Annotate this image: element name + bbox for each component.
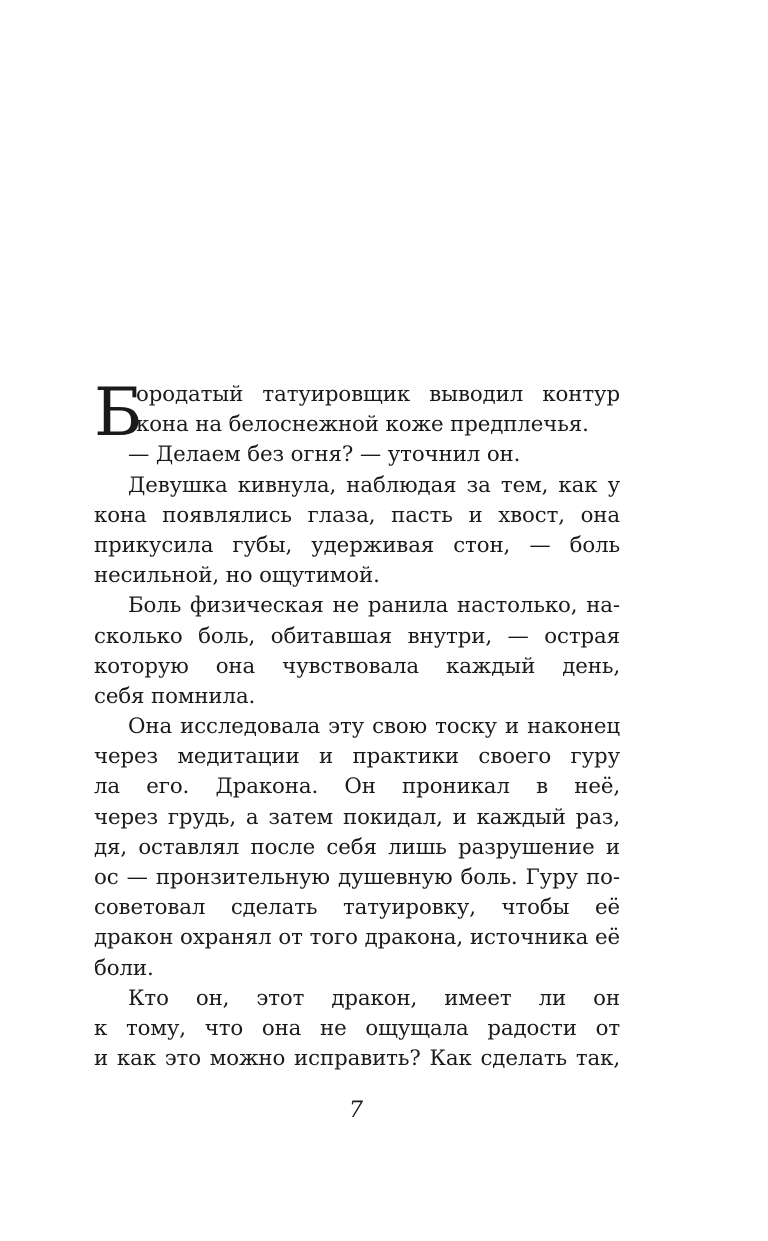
- text-line: дракон охранял от того дракона, источника её: [94, 925, 620, 951]
- text-line: и как это можно исправить? Как сделать так,: [94, 1046, 620, 1072]
- text-line: Боль физическая не ранила настолько, на-: [128, 593, 620, 619]
- text-line: несильной, но ощутимой.: [94, 563, 380, 589]
- text-line: дя, оставлял после себя лишь разрушение и: [94, 834, 620, 860]
- text-line: которую она чувствовала каждый день,: [94, 653, 620, 679]
- text-line: себя помнила.: [94, 683, 256, 709]
- body-text: [94, 374, 620, 1074]
- text-line: через грудь, а затем покидал, и каждый раз,: [94, 804, 620, 830]
- text-line: через медитации и практики своего гуру: [94, 744, 620, 770]
- text-line: Девушка кивнула, наблюдая за тем, как у: [128, 472, 620, 498]
- page-number: 7: [349, 1098, 363, 1123]
- drop-cap: Б: [94, 374, 143, 451]
- text-line: Она исследовала эту свою тоску и наконец: [128, 714, 620, 740]
- text-line: прикусила губы, удерживая стон, — боль: [94, 532, 620, 558]
- text-line: ла его. Дракона. Он проникал в неё,: [94, 774, 620, 800]
- text-line: сколько боль, обитавшая внутри, — острая: [94, 623, 620, 649]
- text-line: ородатый татуировщик выводил контур: [136, 382, 620, 407]
- first-paragraph: [94, 374, 620, 451]
- text-line: — Делаем без огня? — уточнил он.: [128, 442, 521, 468]
- text-line: ос — пронзительную душевную боль. Гуру по-: [94, 865, 620, 890]
- text-line: боли.: [94, 955, 154, 981]
- text-line: кона на белоснежной коже предплечья.: [136, 412, 589, 438]
- text-line: кона появлялись глаза, пасть и хвост, она: [94, 502, 620, 528]
- text-line: к тому, что она не ощущала радости от: [94, 1015, 620, 1041]
- text-line: Кто он, этот дракон, имеет ли он: [128, 985, 620, 1011]
- text-line: советовал сделать татуировку, чтобы её: [94, 895, 620, 921]
